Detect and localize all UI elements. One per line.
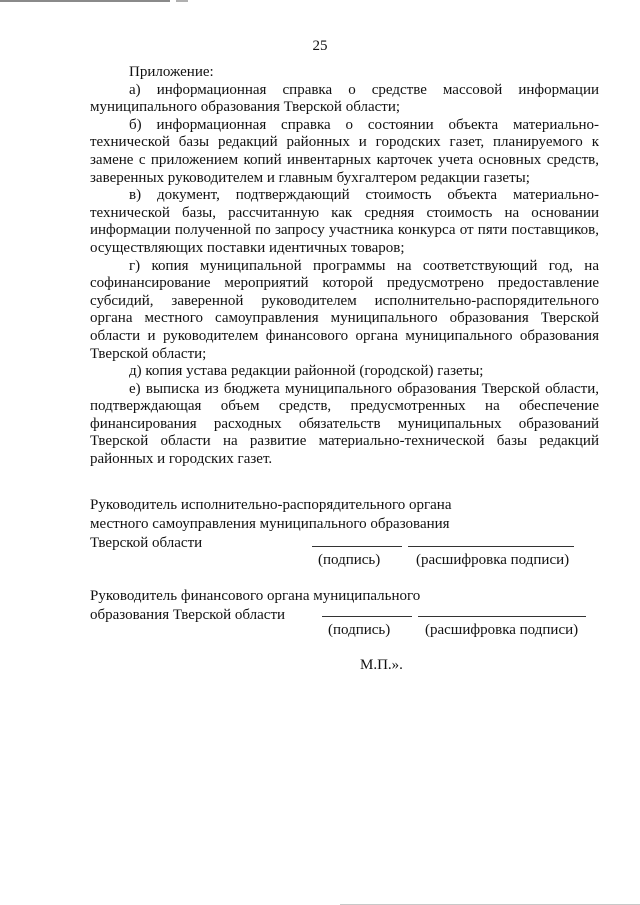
signature-title-line: Руководитель финансового органа муниципального bbox=[90, 588, 421, 604]
list-item-e: е) выписка из бюджета муниципального образования Тверской области, подтверждающая объем средств, предусмотренных на обеспечение финансирования расходных обязательств муниципальных образований Тверской области на развитие материально-технической базы редакций районных и городских газет. bbox=[90, 380, 599, 468]
scan-edge-mark bbox=[176, 0, 188, 2]
list-item-b: б) информационная справка о состоянии объекта материально-технической базы редакций районных и городских газет, планируемого к замене с приложением копий инвентарных карточек учета основных средств, заверенных руководителем и главным бухгалтером редакции газеты; bbox=[90, 116, 599, 186]
signature-title-line: Руководитель исполнительно-распорядительного органа bbox=[90, 497, 452, 513]
signature-title-line: Тверской области bbox=[90, 535, 203, 551]
signature-decode-line bbox=[408, 546, 574, 547]
signature-caption: (подпись) bbox=[328, 622, 391, 638]
signature-caption: (подпись) bbox=[318, 552, 381, 568]
list-item-d: д) копия устава редакции районной (городской) газеты; bbox=[129, 363, 484, 380]
signature-block-executive bbox=[90, 496, 451, 553]
signature-decode-caption: (расшифровка подписи) bbox=[416, 552, 570, 568]
signature-decode-line bbox=[418, 616, 586, 617]
scan-edge-mark bbox=[0, 0, 170, 2]
document-body bbox=[90, 64, 599, 469]
signature-decode-caption: (расшифровка подписи) bbox=[425, 622, 579, 638]
signature-title-line: образования Тверской области bbox=[90, 607, 286, 623]
page-number: 25 bbox=[312, 38, 328, 54]
signature-block-finance bbox=[90, 587, 420, 625]
signature-line bbox=[322, 616, 412, 617]
list-item-a: а) информационная справка о средстве массовой информации муниципального образования Тверской области; bbox=[90, 81, 599, 116]
signature-title-line: местного самоуправления муниципального образования bbox=[90, 516, 450, 532]
list-item-v: в) документ, подтверждающий стоимость объекта материально-технической базы, рассчитанную как средняя стоимость на основании информации полученной по запросу участника конкурса от пяти поставщиков, осуществляющих поставки идентичных товаров; bbox=[90, 187, 599, 256]
attachment-heading: Приложение: bbox=[129, 64, 214, 80]
list-item-g: г) копия муниципальной программы на соответствующий год, на софинансирование мероприятий которой предусмотрено предоставление субсидий, заверенной руководителем исполнительно-распорядительного органа местного самоуправления муниципального образования Тверской области и руководителем финансового органа муниципального образования Тверской области; bbox=[90, 257, 599, 362]
seal-place-label: М.П.». bbox=[360, 657, 403, 673]
signature-line bbox=[312, 546, 402, 547]
